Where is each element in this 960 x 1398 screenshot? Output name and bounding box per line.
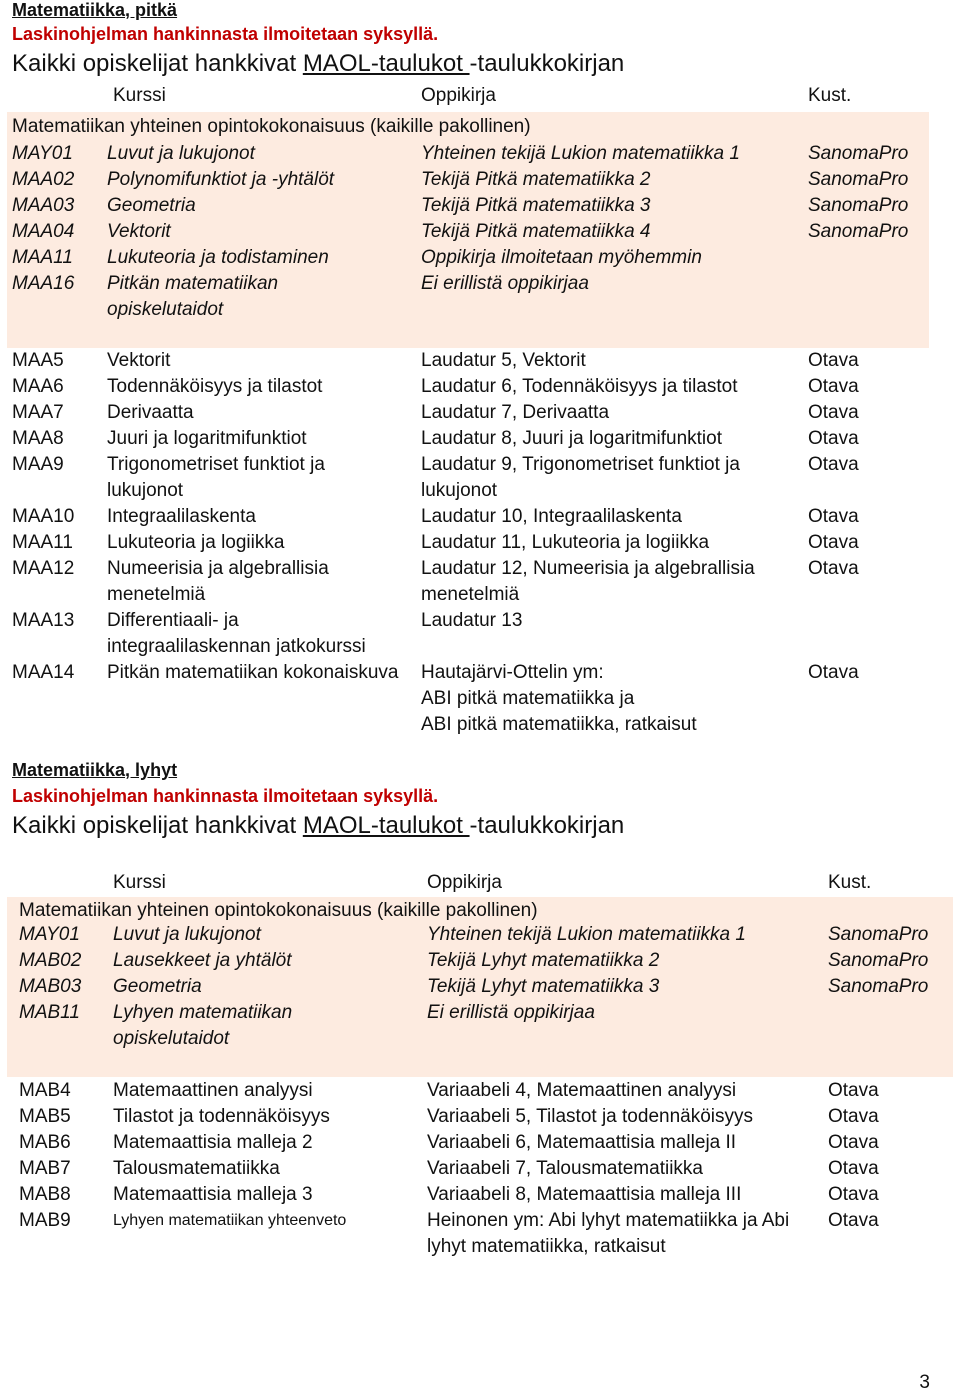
table-row <box>0 193 960 219</box>
course-code: MAA11 <box>12 247 73 268</box>
page-number: 3 <box>919 1372 930 1393</box>
course-name: Vektorit <box>107 221 171 242</box>
course-publisher: SanomaPro <box>808 143 909 164</box>
course-name: Numeerisia ja algebrallisia menetelmiä <box>107 558 329 605</box>
course-name: Polynomifunktiot ja -yhtälöt <box>107 169 335 190</box>
course-code: MAY01 <box>12 143 73 164</box>
table-row <box>0 452 960 504</box>
course-name: Matemaattisia malleja 2 <box>113 1132 313 1153</box>
table-row <box>0 426 960 452</box>
table-row <box>0 1130 960 1156</box>
course-book: Laudatur 13 <box>421 610 523 631</box>
course-name: Lyhyen matematiikan opiskelutaidot <box>113 1002 293 1049</box>
table-row <box>0 974 960 1000</box>
header-book: Oppikirja <box>421 85 496 106</box>
table-row <box>0 167 960 193</box>
course-name: Luvut ja lukujonot <box>107 143 255 164</box>
course-code: MAA14 <box>12 662 75 683</box>
course-book: Laudatur 11, Lukuteoria ja logiikka <box>421 532 710 553</box>
course-publisher: SanomaPro <box>828 924 929 945</box>
course-code: MAA9 <box>12 454 64 475</box>
course-name: Differentiaali- ja integraalilaskennan jatkokurssi <box>107 610 366 657</box>
course-book: Laudatur 9, Trigonometriset funktiot ja lukujonot <box>421 454 740 501</box>
table-row <box>0 1104 960 1130</box>
course-publisher: Otava <box>808 532 859 553</box>
table-row <box>0 1156 960 1182</box>
course-book: Laudatur 5, Vektorit <box>421 350 586 371</box>
common-title: Matematiikan yhteinen opintokokonaisuus (kaikille pakollinen) <box>12 116 531 137</box>
course-publisher: Otava <box>808 428 859 449</box>
course-code: MAB6 <box>19 1132 71 1153</box>
course-publisher: Otava <box>808 662 859 683</box>
table-row <box>0 1078 960 1104</box>
header-course: Kurssi <box>113 85 166 106</box>
course-publisher: SanomaPro <box>808 169 909 190</box>
course-publisher: SanomaPro <box>828 950 929 971</box>
table-row <box>0 374 960 400</box>
course-name: Lyhyen matematiikan yhteenveto <box>113 1212 347 1229</box>
course-name: Luvut ja lukujonot <box>113 924 261 945</box>
course-publisher: Otava <box>828 1210 879 1231</box>
maol-note <box>12 812 624 840</box>
course-code: MAB03 <box>19 976 82 997</box>
maol-suffix: -taulukkokirjan <box>469 812 625 839</box>
course-name: Geometria <box>113 976 202 997</box>
header-publisher: Kust. <box>808 85 852 106</box>
course-book: Yhteinen tekijä Lukion matematiikka 1 <box>427 924 746 945</box>
course-name: Lukuteoria ja todistaminen <box>107 247 329 268</box>
course-publisher: SanomaPro <box>808 195 909 216</box>
course-code: MAA16 <box>12 273 75 294</box>
course-name: Trigonometriset funktiot ja lukujonot <box>107 454 325 501</box>
table-row <box>0 271 960 323</box>
maol-link[interactable]: MAOL-taulukot <box>302 50 470 77</box>
course-name: Lukuteoria ja logiikka <box>107 532 285 553</box>
table-row <box>0 141 960 167</box>
table-row <box>0 1000 960 1052</box>
table-row <box>0 660 960 738</box>
course-book: Variaabeli 8, Matemaattisia malleja III <box>427 1184 742 1205</box>
course-publisher: Otava <box>828 1132 879 1153</box>
course-book: Laudatur 8, Juuri ja logaritmifunktiot <box>421 428 722 449</box>
course-code: MAB11 <box>19 1002 80 1023</box>
course-publisher: SanomaPro <box>808 221 909 242</box>
course-publisher: Otava <box>828 1184 879 1205</box>
course-book: Heinonen ym: Abi lyhyt matematiikka ja Abi lyhyt matematiikka, ratkaisut <box>427 1210 790 1257</box>
course-book: Variaabeli 5, Tilastot ja todennäköisyys <box>427 1106 753 1127</box>
course-code: MAB4 <box>19 1080 71 1101</box>
course-code: MAA03 <box>12 195 75 216</box>
course-publisher: Otava <box>808 350 859 371</box>
course-book: Laudatur 6, Todennäköisyys ja tilastot <box>421 376 738 397</box>
course-book: Yhteinen tekijä Lukion matematiikka 1 <box>421 143 740 164</box>
course-publisher: Otava <box>808 454 859 475</box>
course-code: MAA11 <box>12 532 73 553</box>
course-publisher: Otava <box>808 402 859 423</box>
table-row <box>0 530 960 556</box>
course-name: Todennäköisyys ja tilastot <box>107 376 323 397</box>
course-code: MAB7 <box>19 1158 71 1179</box>
common-title: Matematiikan yhteinen opintokokonaisuus (kaikille pakollinen) <box>19 900 538 921</box>
course-name: Geometria <box>107 195 196 216</box>
maol-suffix: -taulukkokirjan <box>469 50 625 77</box>
course-book: Variaabeli 4, Matemaattinen analyysi <box>427 1080 737 1101</box>
header-book: Oppikirja <box>427 872 502 893</box>
course-publisher: Otava <box>808 558 859 579</box>
course-name: Derivaatta <box>107 402 194 423</box>
table-row <box>0 400 960 426</box>
course-code: MAA12 <box>12 558 75 579</box>
course-code: MAA13 <box>12 610 75 631</box>
course-code: MAA10 <box>12 506 75 527</box>
course-book: Laudatur 12, Numeerisia ja algebrallisia menetelmiä <box>421 558 755 605</box>
course-book: Laudatur 10, Integraalilaskenta <box>421 506 682 527</box>
course-publisher: Otava <box>828 1106 879 1127</box>
maol-link[interactable]: MAOL-taulukot <box>302 812 470 839</box>
course-name: Juuri ja logaritmifunktiot <box>107 428 307 449</box>
course-name: Talousmatematiikka <box>113 1158 280 1179</box>
table-row <box>0 219 960 245</box>
course-book: Tekijä Lyhyt matematiikka 2 <box>427 950 660 971</box>
section-title: Matematiikka, pitkä <box>12 0 178 20</box>
course-name: Vektorit <box>107 350 171 371</box>
table-row <box>0 504 960 530</box>
course-book: Laudatur 7, Derivaatta <box>421 402 610 423</box>
maol-prefix: Kaikki opiskelijat hankkivat <box>12 812 303 839</box>
table-row <box>0 1182 960 1208</box>
course-book: Oppikirja ilmoitetaan myöhemmin <box>421 247 702 268</box>
course-book: Tekijä Lyhyt matematiikka 3 <box>427 976 660 997</box>
table-row <box>0 245 960 271</box>
course-name: Integraalilaskenta <box>107 506 256 527</box>
course-publisher: Otava <box>808 506 859 527</box>
course-book: Variaabeli 6, Matemaattisia malleja II <box>427 1132 737 1153</box>
table-row <box>0 948 960 974</box>
course-publisher: Otava <box>808 376 859 397</box>
table-row <box>0 922 960 948</box>
course-book: Hautajärvi-Ottelin ym: ABI pitkä matematiikka ja ABI pitkä matematiikka, ratkaisut <box>421 662 697 735</box>
course-code: MAA8 <box>12 428 64 449</box>
course-code: MAB9 <box>19 1210 71 1231</box>
course-book: Variaabeli 7, Talousmatematiikka <box>427 1158 703 1179</box>
section-title: Matematiikka, lyhyt <box>12 760 178 780</box>
table-row <box>0 1208 960 1260</box>
course-name: Matemaattisia malleja 3 <box>113 1184 313 1205</box>
maol-note <box>12 50 624 78</box>
calculator-note: Laskinohjelman hankinnasta ilmoitetaan syksyllä. <box>12 786 439 806</box>
course-book: Ei erillistä oppikirjaa <box>421 273 589 294</box>
calculator-note: Laskinohjelman hankinnasta ilmoitetaan syksyllä. <box>12 24 439 44</box>
course-code: MAA02 <box>12 169 75 190</box>
course-name: Tilastot ja todennäköisyys <box>113 1106 330 1127</box>
course-code: MAB5 <box>19 1106 71 1127</box>
course-code: MAA04 <box>12 221 75 242</box>
header-publisher: Kust. <box>828 872 872 893</box>
course-code: MAY01 <box>19 924 80 945</box>
course-book: Tekijä Pitkä matematiikka 4 <box>421 221 651 242</box>
course-book: Ei erillistä oppikirjaa <box>427 1002 595 1023</box>
course-book: Tekijä Pitkä matematiikka 3 <box>421 195 651 216</box>
course-code: MAA7 <box>12 402 64 423</box>
course-code: MAA6 <box>12 376 64 397</box>
course-book: Tekijä Pitkä matematiikka 2 <box>421 169 651 190</box>
course-code: MAB02 <box>19 950 82 971</box>
course-publisher: Otava <box>828 1080 879 1101</box>
course-name: Lausekkeet ja yhtälöt <box>113 950 292 971</box>
course-name: Matemaattinen analyysi <box>113 1080 313 1101</box>
table-row <box>0 608 960 660</box>
course-publisher: Otava <box>828 1158 879 1179</box>
maol-prefix: Kaikki opiskelijat hankkivat <box>12 50 303 77</box>
header-course: Kurssi <box>113 872 166 893</box>
course-code: MAA5 <box>12 350 64 371</box>
table-row <box>0 348 960 374</box>
table-row <box>0 556 960 608</box>
short-math-section <box>0 758 960 1398</box>
course-name: Pitkän matematiikan kokonaiskuva <box>107 662 399 683</box>
course-code: MAB8 <box>19 1184 71 1205</box>
course-publisher: SanomaPro <box>828 976 929 997</box>
course-name: Pitkän matematiikan opiskelutaidot <box>107 273 279 320</box>
